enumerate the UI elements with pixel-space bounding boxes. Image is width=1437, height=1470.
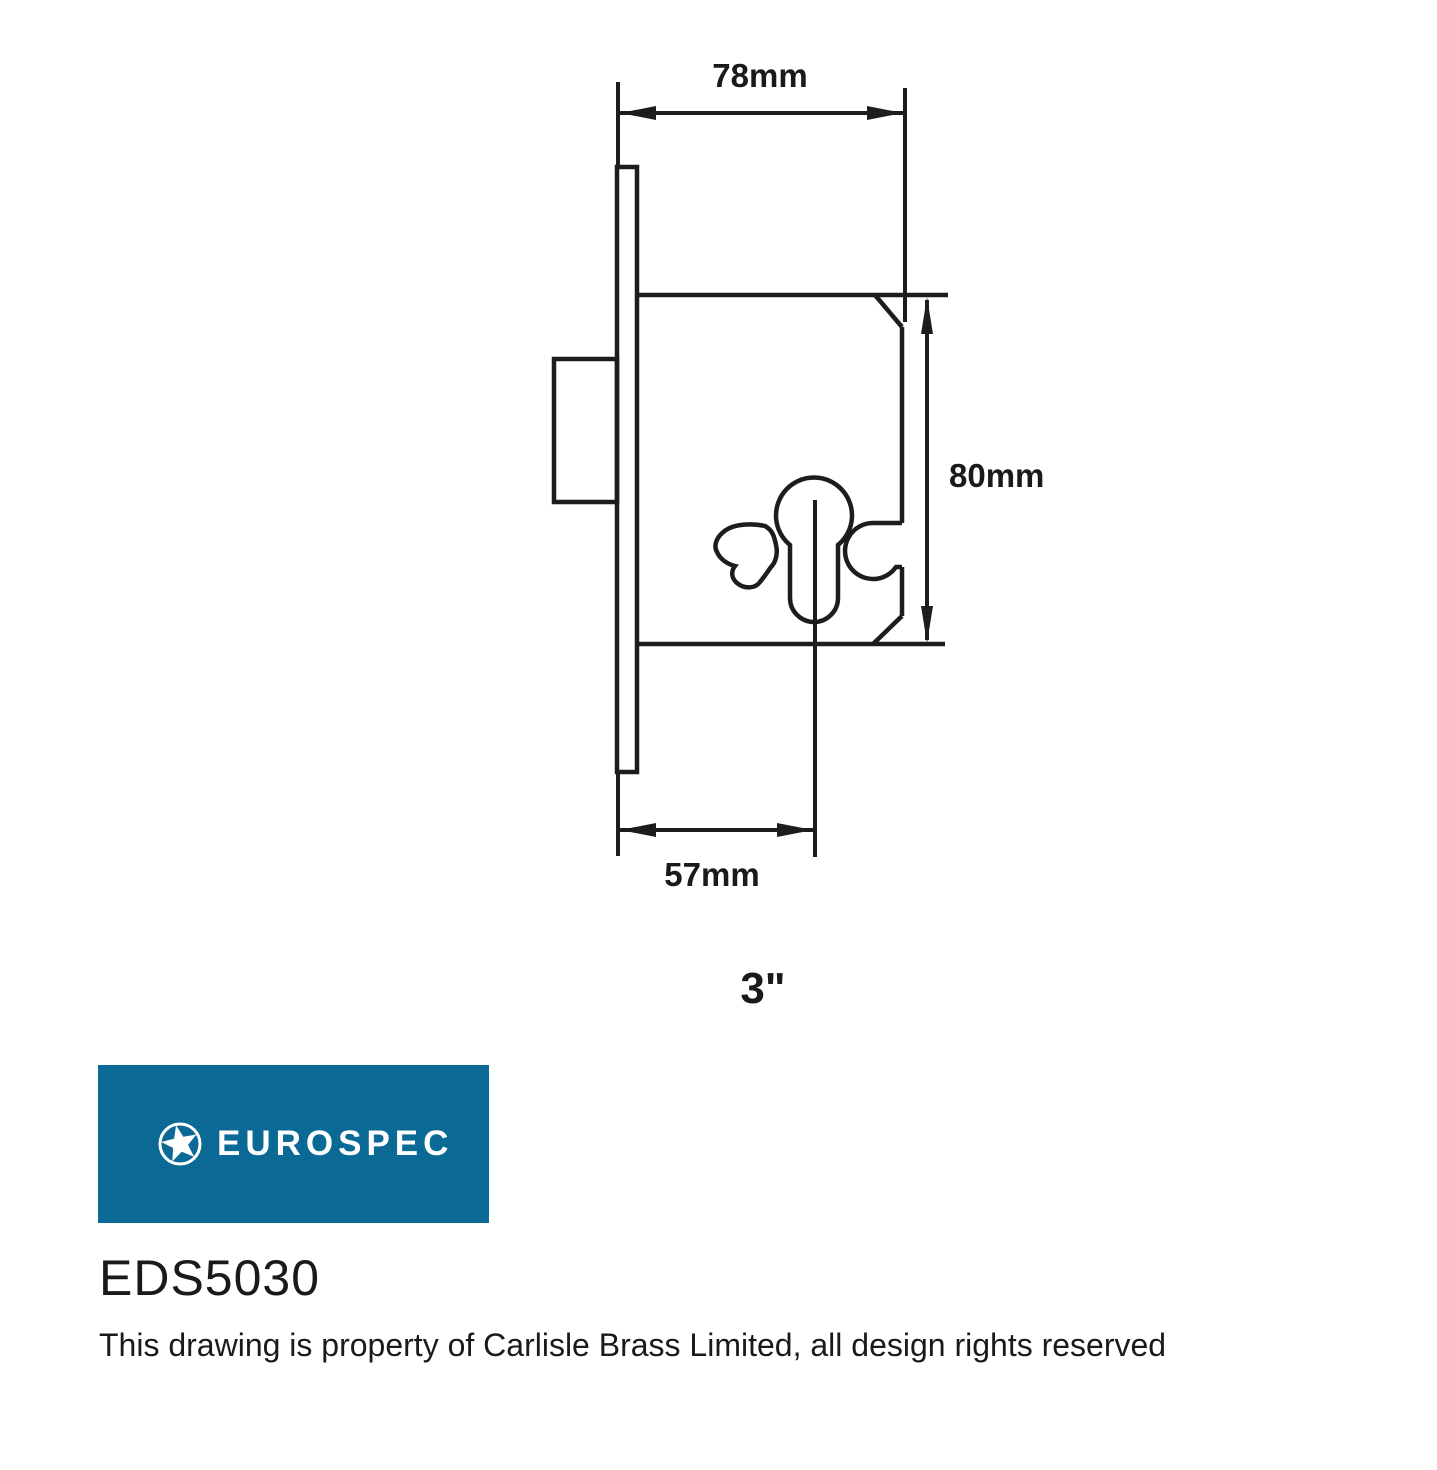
arrowhead-left-icon [620,823,656,837]
dim-label-top-width: 78mm [712,57,808,94]
arrowhead-down-icon [921,606,933,643]
follower-cutout [715,524,776,587]
arrowhead-up-icon [921,297,933,334]
dim-label-bottom-backset: 57mm [664,856,760,893]
arrowhead-left-icon [620,106,656,120]
arrowhead-right-icon [867,106,903,120]
rights-note: This drawing is property of Carlisle Brass Limited, all design rights reserved [99,1327,1167,1363]
dimension-right-height [921,297,1044,643]
brand-name: EUROSPEC [217,1124,454,1163]
faceplate [617,167,637,772]
arrowhead-right-icon [777,823,813,837]
deadbolt [554,359,617,502]
lock-case-outline [637,295,948,644]
brand-logo-box [98,1065,489,1223]
dimension-top-width [618,57,905,322]
case-size-label: 3" [740,964,786,1013]
dimension-bottom-backset [618,772,813,893]
product-code: EDS5030 [99,1250,321,1306]
case-side-cutout [845,523,902,579]
eurospec-star-icon [157,1121,203,1167]
dim-label-right-height: 80mm [949,457,1045,494]
